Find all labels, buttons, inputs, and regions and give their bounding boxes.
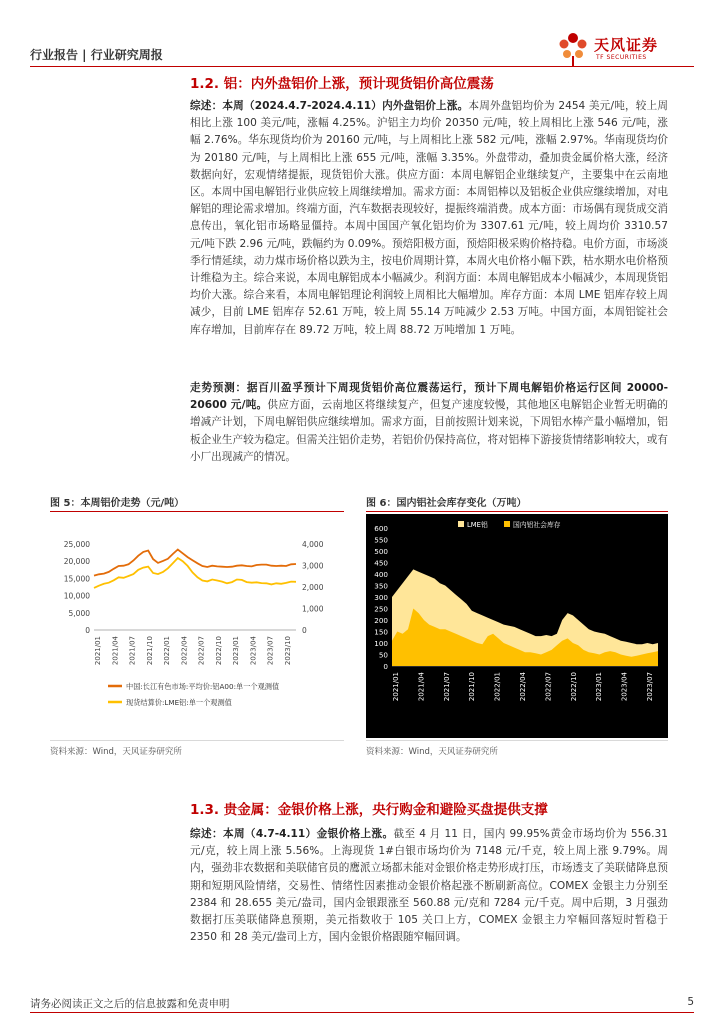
y-axis-tick-label: 50 [378, 650, 388, 660]
right-axis-tick-label: 4,000 [302, 540, 324, 549]
x-axis-tick-label: 2022/10 [569, 672, 578, 702]
right-axis-tick-label: 0 [302, 626, 307, 635]
right-axis-tick-label: 1,000 [302, 604, 324, 614]
legend-label-0: 中国:长江有色市场:平均价:铝A00:单一个观测值 [126, 682, 280, 691]
x-axis-tick-label: 2023/04 [620, 672, 629, 702]
page-header [30, 30, 694, 66]
aluminum-forecast-lead: 走势预测：据百川盈孚预计下周现货铝价高位震荡运行，预计下周电解铝价格运行区间 20000-20600 元/吨。 [190, 382, 668, 412]
y-axis-tick-label: 250 [374, 604, 388, 614]
y-axis-tick-label: 0 [383, 662, 388, 671]
aluminum-forecast [190, 380, 668, 466]
aluminum-summary-lead: 综述：本周（2024.4.7-2024.4.11）内外盘铝价上涨。 [190, 100, 469, 112]
y-axis-tick-label: 300 [374, 593, 388, 602]
x-axis-tick-label: 2021/10 [145, 636, 154, 666]
precious-summary [190, 826, 668, 946]
section-title-precious-metals: 1.3. 贵金属：金银价格上涨，央行购金和避险买盘提供支撑 [190, 802, 548, 818]
figure5-source: 资料来源：Wind，天风证券研究所 [50, 747, 182, 757]
left-axis-tick-label: 25,000 [63, 540, 90, 549]
series-line-0 [94, 550, 296, 576]
page-number: 5 [687, 996, 694, 1008]
legend-swatch-0 [458, 521, 464, 527]
header-divider [30, 66, 694, 67]
x-axis-tick-label: 2022/04 [180, 636, 189, 666]
precious-summary-body: 截至 4 月 11 日，国内 99.95%黄金市场均价为 556.31 元/克，较上周上涨 5.56%。上海现货 1#白银市场均价为 7148 元/千克，较上周上涨 9.79%。周内，强劲非农数据和美联储官员的鹰派立场都未能对金银价格走势形成打压，市场透支了美联储降息预期和短期风险情绪，交易性、情绪性因素推动金银价格起涨不断刷新高位。COMEX 金银主力分别至 2384 和 28.655 美元/盎司，国内金银跟涨至 560.88 元/克和 7284 元/千克。周中后期，3 月强劲数据打压美联储降息预期，美元指数收于 105 关口上方，COMEX 金银主力窄幅回落短时暂稳于 2350 和 28 美元/盎司上方，国内金银价格跟随窄幅回调。 [190, 828, 668, 944]
left-axis-tick-label: 15,000 [63, 574, 90, 584]
brand-name-en: TF SECURITIES [596, 54, 647, 61]
y-axis-tick-label: 150 [374, 627, 388, 637]
section-title-aluminum: 1.2. 铝：内外盘铝价上涨，预计现货铝价高位震荡 [190, 76, 494, 92]
figure6-top-rule [366, 511, 668, 512]
figure6-title: 图 6：国内铝社会库存变化（万吨） [366, 498, 527, 509]
brand-name: 天风证券 [594, 36, 659, 54]
y-axis-tick-label: 600 [374, 524, 388, 533]
x-axis-tick-label: 2021/10 [468, 672, 477, 702]
flower-logo-icon [556, 30, 590, 66]
legend-label-1: 国内铝社会库存 [513, 521, 561, 529]
figure5-top-rule [50, 511, 344, 512]
x-axis-tick-label: 2021/07 [128, 636, 137, 666]
y-axis-tick-label: 200 [374, 616, 388, 625]
footer-disclaimer: 请务必阅读正文之后的信息披露和免责申明 [30, 998, 230, 1010]
x-axis-tick-label: 2022/07 [197, 636, 206, 666]
report-category: 行业报告 | 行业研究周报 [30, 48, 163, 62]
aluminum-summary [190, 98, 668, 339]
x-axis-tick-label: 2021/07 [442, 672, 451, 702]
left-axis-tick-label: 10,000 [63, 591, 90, 601]
y-axis-tick-label: 450 [374, 558, 388, 568]
right-axis-tick-label: 3,000 [302, 561, 324, 571]
x-axis-tick-label: 2023/01 [232, 636, 241, 666]
x-axis-tick-label: 2022/04 [519, 672, 527, 702]
x-axis-tick-label: 2022/01 [493, 672, 502, 702]
footer-divider [30, 1012, 694, 1013]
left-axis-tick-label: 0 [85, 626, 90, 635]
x-axis-tick-label: 2023/10 [284, 636, 292, 666]
legend-label-0: LME铝 [467, 521, 488, 529]
figure5-bottom-rule [50, 740, 344, 741]
x-axis-tick-label: 2021/01 [94, 636, 102, 666]
y-axis-tick-label: 100 [374, 639, 388, 648]
y-axis-tick-label: 550 [374, 535, 388, 545]
x-axis-tick-label: 2023/07 [646, 672, 654, 702]
x-axis-tick-label: 2021/04 [111, 636, 120, 666]
aluminum-forecast-body: 供应方面，云南地区将继续复产，但复产速度较慢，其他地区电解铝企业暂无明确的增减产计划，下周电解铝供应继续增加。需求方面，目前按照计划来说，下周铝水棒产量小幅增加，铝板企业生产较为稳定。但需关注铝价走势，若铝价仍保持高位，将对铝棒下游接货情绪影响较大，或有小厂出现减产的情况。 [190, 399, 669, 463]
figure6-bottom-rule [366, 740, 668, 741]
precious-summary-lead: 综述：本周（4.7-4.11）金银价格上涨。 [190, 828, 394, 840]
x-axis-tick-label: 2021/01 [392, 672, 400, 702]
figure6-source: 资料来源：Wind，天风证券研究所 [366, 747, 498, 757]
x-axis-tick-label: 2023/07 [266, 636, 275, 666]
x-axis-tick-label: 2022/10 [214, 636, 223, 666]
left-axis-tick-label: 20,000 [63, 557, 90, 567]
legend-swatch-1 [504, 521, 510, 527]
x-axis-tick-label: 2022/01 [163, 636, 172, 666]
y-axis-tick-label: 400 [374, 570, 388, 579]
legend-label-1: 现货结算价:LME铝:单一个观测值 [126, 698, 232, 707]
aluminum-summary-body: 本周外盘铝均价为 2454 美元/吨，较上周相比上涨 100 美元/吨，涨幅 4.25%。沪铝主力均价 20350 元/吨，较上周相比上涨 546 元/吨，涨幅 2.76%。华东现货均价为 20160 元/吨，与上周相比上涨 582 元/吨，涨幅 2.97%。华南现货均价为 20180 元/吨，与上周相比上涨 655 元/吨，涨幅 3.35%。外盘带动，叠加贵金属价格大涨，经济数据向好，宏观情绪提振，现货铝价大涨。供应方面：本周电解铝企业继续复产，主要集中在云南地区。本周中国电解铝行业供应较上周继续增加。需求方面：本周铝棒以及铝板企业供应继续增加，对电解铝的理论需求增加。终端方面，汽车数据表现较好，提振终端消费。成本方面：市场偶有现货成交消息传出，氧化铝市场略显僵持。本周中国国产氧化铝均价为 3307.61 元/吨，较上周均价 3310.57 元/吨下跌 2.96 元/吨，跌幅约为 0.09%。预焙阳极方面，预焙阳极采购价格持稳。电价方面，市场淡季行情延续，动力煤市场价格以跌为主，按电价周期计算，本周火电价格小幅下跌，枯水期水电价格预计维稳为主。综合来说，本周电解铝成本小幅减少。利润方面：本周电解铝成本小幅减少，本周现货铝均价大涨。综合来看，本周电解铝理论利润较上周相比大幅增加。库存方面：本周 LME 铝库存较上周减少，目前 LME 铝库存 52.61 万吨，较上周 55.14 万吨减少 2.53 万吨。中国方面，本周铝锭社会库存增加，目前库存在 89.72 万吨，较上周 88.72 万吨增加 1 万吨。 [190, 100, 668, 336]
figure6-chart [366, 514, 668, 738]
y-axis-tick-label: 350 [374, 581, 388, 591]
figure5-chart [50, 514, 344, 738]
left-axis-tick-label: 5,000 [68, 608, 90, 618]
y-axis-tick-label: 500 [374, 547, 388, 556]
x-axis-tick-label: 2023/04 [249, 636, 258, 666]
x-axis-tick-label: 2023/01 [595, 672, 604, 702]
right-axis-tick-label: 2,000 [302, 583, 324, 592]
x-axis-tick-label: 2021/04 [417, 672, 426, 702]
brand-logo [554, 30, 694, 70]
figure5-title: 图 5：本周铝价走势（元/吨） [50, 498, 185, 509]
x-axis-tick-label: 2022/07 [544, 672, 553, 702]
